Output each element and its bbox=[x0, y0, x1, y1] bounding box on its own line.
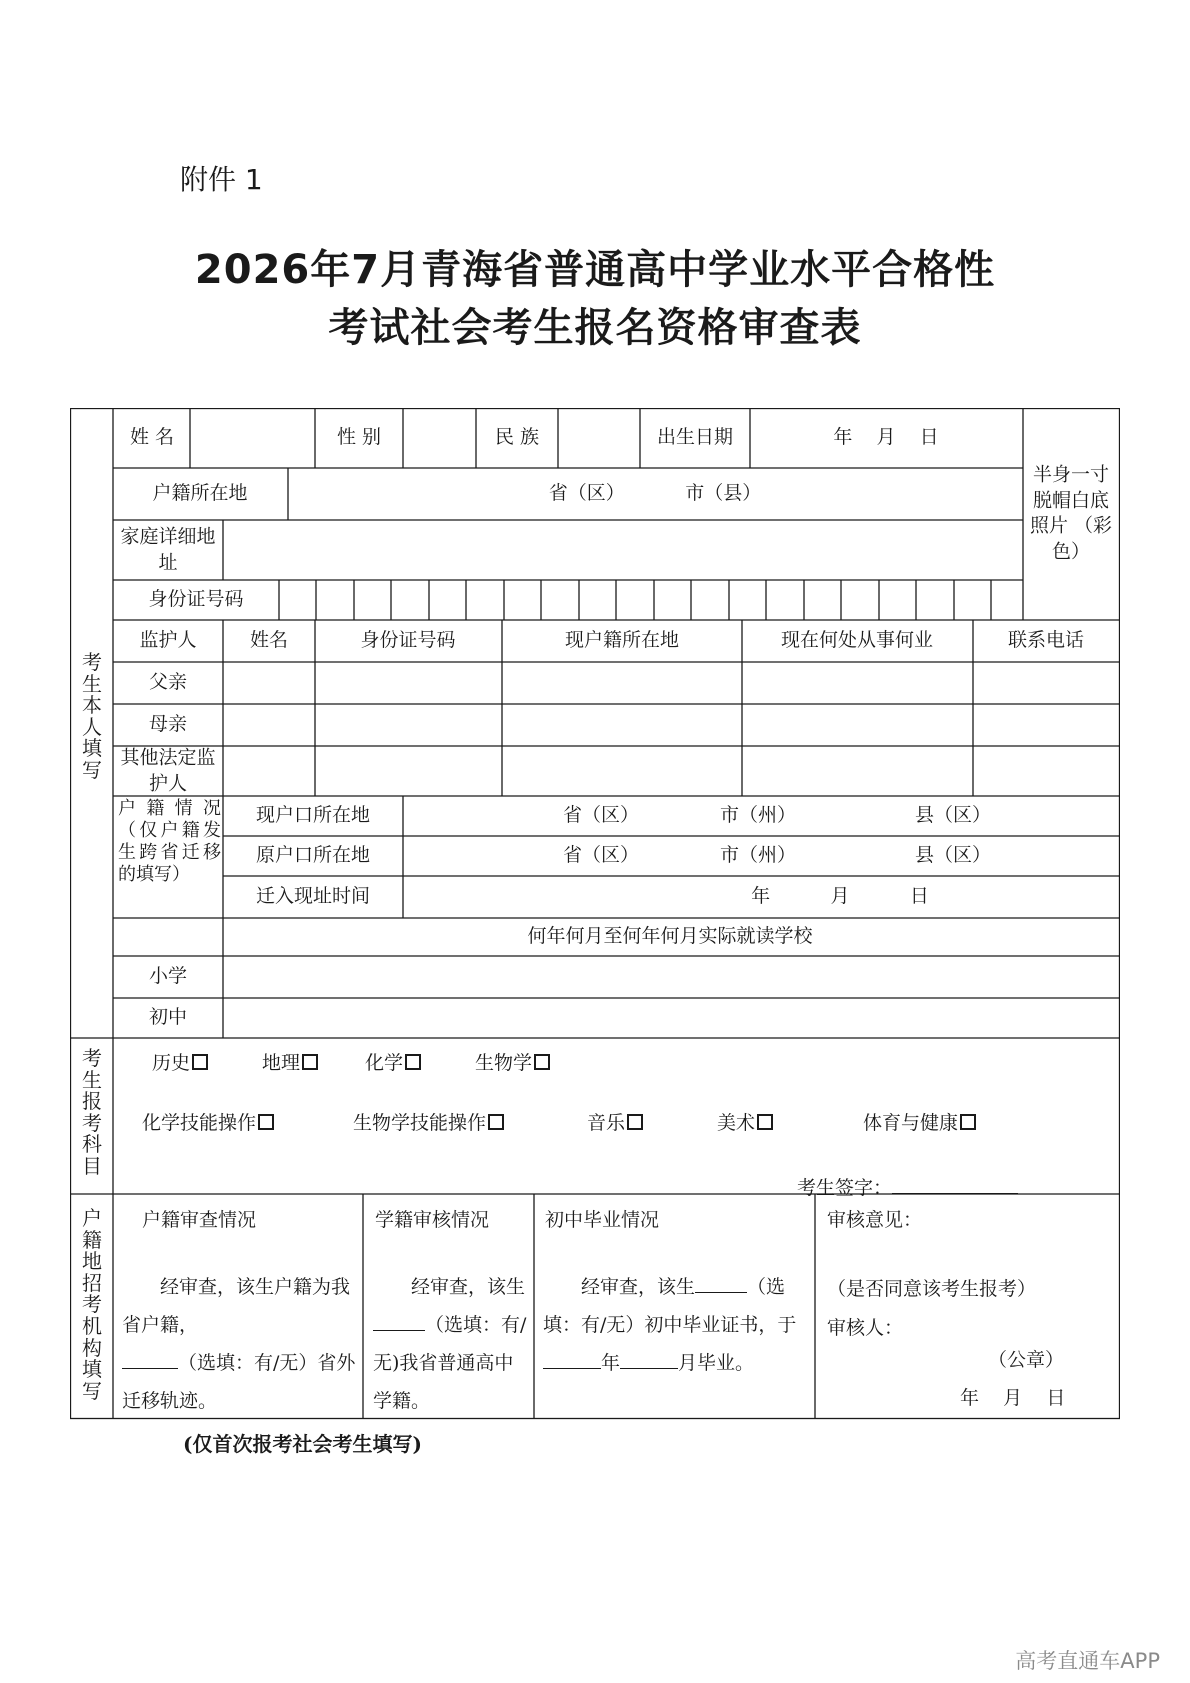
subject-bio-lab[interactable] bbox=[353, 1108, 504, 1135]
guardian-header-occupation: 现在何处从事何业 bbox=[780, 629, 934, 652]
ethnicity-label: 民 族 bbox=[494, 426, 540, 449]
id-number-label: 身份证号码 bbox=[148, 588, 244, 611]
subject-pe-label: 体育与健康 bbox=[863, 1112, 959, 1134]
section2-side-label: 考生报考科目 bbox=[82, 1046, 102, 1178]
school-review-p2: （选填：有/无)我省普通高中学籍。 bbox=[373, 1314, 527, 1412]
original-hukou-label: 原户口所在地 bbox=[255, 844, 371, 867]
subject-biology-checkbox[interactable] bbox=[534, 1054, 550, 1070]
subject-bio-lab-checkbox[interactable] bbox=[488, 1114, 504, 1130]
hukou-review-text bbox=[122, 1268, 358, 1420]
section1-side-label: 考生本人填写 bbox=[82, 650, 102, 782]
hukou-situation-label: 户籍情况（仅户籍发生跨省迁移的填写） bbox=[118, 798, 221, 885]
subject-art[interactable] bbox=[717, 1108, 773, 1135]
form-title-line1: 2026年7月青海省普通高中学业水平合格性 bbox=[194, 247, 996, 293]
school-history-header: 何年何月至何年何月实际就读学校 bbox=[527, 925, 813, 948]
graduation-blank-year[interactable] bbox=[543, 1350, 601, 1369]
subject-chem-lab-label: 化学技能操作 bbox=[142, 1112, 257, 1134]
move-in-time-label: 迁入现址时间 bbox=[255, 885, 371, 908]
subject-biology-label: 生物学 bbox=[475, 1052, 533, 1074]
guardian-header-name: 姓名 bbox=[249, 629, 289, 652]
opinion-date: 年 月 日 bbox=[960, 1387, 1066, 1409]
subject-pe[interactable] bbox=[863, 1108, 976, 1135]
school-review-p1: 经审查，该生 bbox=[411, 1276, 526, 1298]
subject-music-checkbox[interactable] bbox=[627, 1114, 643, 1130]
registration-form-table bbox=[70, 408, 1120, 1420]
original-province: 省（区） bbox=[562, 844, 640, 867]
household-location-label: 户籍所在地 bbox=[152, 482, 248, 505]
home-address-label: 家庭详细地址 bbox=[120, 525, 216, 573]
birth-date-field[interactable]: 年 月 日 bbox=[833, 426, 939, 449]
home-address-field[interactable] bbox=[223, 520, 1023, 580]
current-hukou-label: 现户口所在地 bbox=[255, 804, 371, 827]
subject-history[interactable] bbox=[152, 1048, 208, 1075]
guardian-header-hukou: 现户籍所在地 bbox=[564, 629, 680, 652]
reviewer-label: 审核人： bbox=[827, 1317, 904, 1339]
subject-chemistry-checkbox[interactable] bbox=[405, 1054, 421, 1070]
current-city: 市（州） bbox=[719, 804, 797, 827]
graduation-p1: 经审查，该生 bbox=[581, 1276, 696, 1298]
id-number-field[interactable] bbox=[279, 580, 1023, 620]
subject-chemistry[interactable] bbox=[365, 1048, 421, 1075]
hukou-review-title: 户籍审查情况 bbox=[142, 1209, 257, 1231]
subject-chemistry-label: 化学 bbox=[365, 1052, 404, 1074]
move-in-date-field[interactable]: 年 月 日 bbox=[751, 885, 929, 908]
subject-history-label: 历史 bbox=[152, 1052, 191, 1074]
subject-chem-lab-checkbox[interactable] bbox=[258, 1114, 274, 1130]
graduation-year: 年 bbox=[601, 1352, 621, 1374]
original-county: 县（区） bbox=[914, 844, 992, 867]
guardian-header-phone: 联系电话 bbox=[1007, 629, 1085, 652]
footnote: (仅首次报考社会考生填写) bbox=[183, 1432, 422, 1456]
gender-field[interactable] bbox=[403, 408, 476, 468]
guardian-header-guardian: 监护人 bbox=[139, 629, 197, 652]
current-province: 省（区） bbox=[562, 804, 640, 827]
graduation-p3: 月毕业。 bbox=[678, 1352, 755, 1374]
photo-placeholder: 半身一寸 脱帽白底照片 （彩 色） bbox=[1029, 463, 1113, 563]
hukou-review-p2: （选填：有/无）省外迁移轨迹。 bbox=[122, 1352, 356, 1412]
subject-geography-label: 地理 bbox=[262, 1052, 301, 1074]
guardian-mother: 母亲 bbox=[148, 713, 188, 736]
subject-music-label: 音乐 bbox=[587, 1112, 626, 1134]
attachment-label: 附件 1 bbox=[180, 163, 263, 196]
graduation-blank-has[interactable] bbox=[695, 1274, 747, 1293]
guardian-father: 父亲 bbox=[148, 671, 188, 694]
graduation-blank-month[interactable] bbox=[620, 1350, 678, 1369]
graduation-text bbox=[543, 1268, 809, 1382]
signature-label: 考生签字： bbox=[797, 1177, 893, 1199]
junior-school-label: 初中 bbox=[148, 1006, 188, 1029]
signature-line[interactable] bbox=[797, 1173, 1018, 1200]
opinion-title: 审核意见： bbox=[827, 1209, 923, 1231]
subject-geography-checkbox[interactable] bbox=[302, 1054, 318, 1070]
name-field[interactable] bbox=[190, 408, 315, 468]
subject-biology[interactable] bbox=[475, 1048, 550, 1075]
school-review-blank[interactable] bbox=[373, 1312, 425, 1331]
original-city: 市（州） bbox=[719, 844, 797, 867]
form-title-line2: 考试社会考生报名资格审查表 bbox=[328, 305, 862, 351]
gender-label: 性 别 bbox=[336, 426, 382, 449]
primary-school-label: 小学 bbox=[148, 965, 188, 988]
ethnicity-field[interactable] bbox=[558, 408, 640, 468]
watermark: 高考直通车APP bbox=[1015, 1649, 1160, 1673]
school-review-text bbox=[373, 1268, 529, 1420]
subject-music[interactable] bbox=[587, 1108, 643, 1135]
signature-blank[interactable] bbox=[892, 1175, 1018, 1194]
birth-date-label: 出生日期 bbox=[656, 426, 734, 449]
subject-art-label: 美术 bbox=[717, 1112, 756, 1134]
current-county: 县（区） bbox=[914, 804, 992, 827]
school-review-title: 学籍审核情况 bbox=[375, 1209, 490, 1231]
primary-school-field[interactable] bbox=[223, 956, 1120, 998]
section3-side-label: 户籍地招考机构填写 bbox=[82, 1206, 102, 1403]
official-seal-label: （公章） bbox=[988, 1349, 1065, 1371]
junior-school-field[interactable] bbox=[223, 998, 1120, 1038]
subject-chem-lab[interactable] bbox=[142, 1108, 274, 1135]
subject-bio-lab-label: 生物学技能操作 bbox=[353, 1112, 487, 1134]
household-location-field[interactable]: 省（区） 市（县） bbox=[548, 482, 762, 505]
subject-geography[interactable] bbox=[262, 1048, 318, 1075]
hukou-review-p1: 经审查，该生户籍为我省户籍， bbox=[122, 1276, 351, 1336]
subject-art-checkbox[interactable] bbox=[757, 1114, 773, 1130]
name-label: 姓 名 bbox=[129, 426, 175, 449]
graduation-title: 初中毕业情况 bbox=[545, 1209, 660, 1231]
subject-history-checkbox[interactable] bbox=[192, 1054, 208, 1070]
guardian-other: 其他法定监护人 bbox=[120, 746, 216, 794]
subject-pe-checkbox[interactable] bbox=[960, 1114, 976, 1130]
opinion-note: （是否同意该考生报考） bbox=[827, 1278, 1037, 1300]
hukou-review-blank[interactable] bbox=[122, 1350, 178, 1369]
graduation-p2: （选填：有/无）初中毕业证书，于 bbox=[543, 1276, 797, 1336]
guardian-header-id: 身份证号码 bbox=[360, 629, 456, 652]
